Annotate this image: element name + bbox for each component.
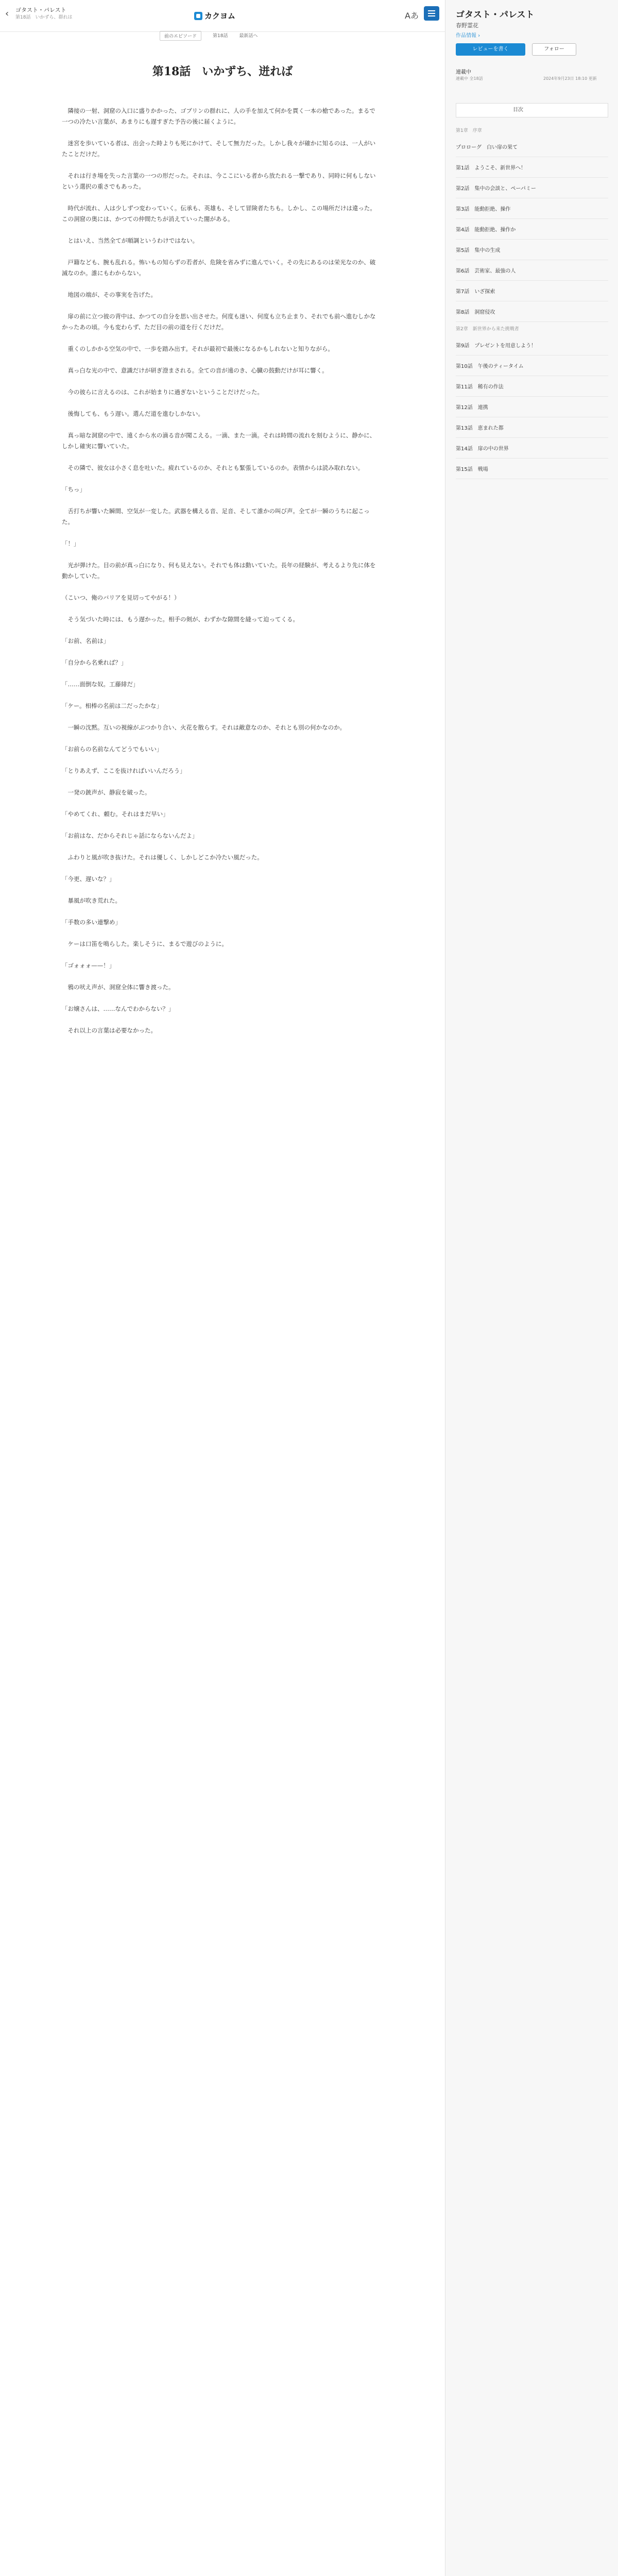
body-paragraph: 戸籍なども、腕も乱れる。怖いもの知らずの若者が、危険を省みずに進んでいく。その先にあるのは栄光なのか、破滅なのか。誰にもわからない。 — [62, 259, 376, 277]
body-paragraph: 「お前らの名前なんてどうでもいい」 — [62, 745, 163, 753]
body-paragraph: それは行き場を失った言葉の一つの形だった。それは、今ここにいる者から放たれる一撃であり、同時に何もしないという選択の重さでもあった。 — [62, 172, 376, 190]
body-paragraph: 暴風が吹き荒れた。 — [62, 897, 121, 904]
work-info-link[interactable]: 作品情報 › — [456, 33, 480, 39]
toc-episode-link[interactable]: プロローグ 白い扉の果て — [456, 137, 608, 157]
body-paragraph: その隣で、彼女は小さく息を吐いた。疲れているのか、それとも緊張しているのか。表情からは読み取れない。 — [62, 464, 364, 471]
body-paragraph: 「お嬢さんは、……なんでわからない？」 — [62, 1005, 175, 1012]
body-paragraph: 後悔しても、もう遅い。選んだ道を進むしかない。 — [62, 410, 204, 417]
toc-chapter-heading: 第2章 新世界から来た挑戦者 — [456, 327, 519, 332]
toc-episode-link[interactable]: 第11話 稀有の作法 — [456, 376, 608, 397]
toc-episode-link[interactable]: 第15話 戦場 — [456, 459, 608, 479]
episode-body — [62, 106, 381, 1047]
site-logo[interactable] — [194, 10, 235, 21]
body-paragraph: 「ゴォォォ——！」 — [62, 962, 115, 969]
chapter-title: 第18話 いかずち、迸れば — [152, 65, 293, 78]
body-paragraph: 今の彼らに言えるのは、これが始まりに過ぎないということだけだった。 — [62, 388, 263, 396]
body-paragraph: とはいえ、当然全てが順調というわけではない。 — [62, 237, 199, 244]
body-paragraph: 「……面倒な奴。工藤緋だ」 — [62, 681, 139, 688]
body-paragraph: 光が弾けた。目の前が真っ白になり、何も見えない。それでも体は動いていた。長年の経験が、考えるより先に体を動かしていた。 — [62, 562, 376, 580]
toc-episode-link[interactable]: 第6話 芸術家、最強の人 — [456, 260, 608, 281]
back-icon[interactable]: ‹ — [5, 8, 9, 19]
font-settings-button[interactable]: Aあ — [405, 11, 419, 21]
body-paragraph: 「とりあえず、ここを抜ければいいんだろう」 — [62, 767, 186, 774]
prev-episode-link[interactable]: 前のエピソード — [160, 31, 201, 41]
body-paragraph: それ以上の言葉は必要なかった。 — [62, 1027, 157, 1034]
episode-navigation — [160, 31, 258, 41]
updated-date: 2024年9月23日 18:10 更新 — [543, 76, 597, 81]
body-paragraph: 扉の前に立つ彼の背中は、かつての自分を思い出させた。何度も迷い、何度も立ち止まり、それでも前へ進むしかなかったあの頃。今も変わらず、ただ目の前の道を行くだけだ。 — [62, 313, 376, 331]
body-paragraph: 一瞬の沈黙。互いの視線がぶつかり合い、火花を散らす。それは敵意なのか、それとも別の何かなのか。 — [62, 724, 346, 731]
top-header — [0, 0, 445, 32]
body-paragraph: 隣接の一射、洞窟の入口に盛りかかった、ゴブリンの群れに、人の手を加えて何かを貫く一本の槍であった。まるで一つの冷たい言葉が、あまりにも遅すぎた予告の後に届くように。 — [62, 107, 375, 125]
body-paragraph: 真っ暗な洞窟の中で、遠くから水の滴る音が聞こえる。一滴、また一滴。それは時間の流れを刻むように、静かに、しかし確実に響いていた。 — [62, 432, 376, 450]
work-title[interactable]: ゴタスト・パレスト — [15, 7, 66, 13]
body-paragraph: （こいつ、俺のバリアを見切ってやがる！） — [62, 594, 180, 601]
tab-toc[interactable]: 目次 — [513, 107, 523, 113]
body-paragraph: 「手数の多い連撃め」 — [62, 919, 121, 926]
toc-episode-link[interactable]: 第12話 連携 — [456, 397, 608, 417]
toc-episode-link[interactable]: 第8話 洞窟侵攻 — [456, 301, 608, 322]
logo-text: カクヨム — [204, 11, 236, 21]
body-paragraph: 一発の銃声が、静寂を破った。 — [62, 789, 151, 796]
toc-episode-link[interactable]: 第13話 恵まれた都 — [456, 417, 608, 438]
body-paragraph: 真っ白な光の中で、意識だけが研ぎ澄まされる。全ての音が遠のき、心臓の鼓動だけが耳に響く。 — [62, 367, 328, 374]
body-paragraph: 鴉の吠え声が、洞窟全体に響き渡った。 — [62, 984, 175, 991]
body-paragraph: 「！」 — [62, 540, 80, 547]
sidebar-tabs — [456, 103, 608, 117]
body-paragraph: そう気づいた時には、もう遅かった。相手の剣が、わずかな隙間を縫って迫ってくる。 — [62, 616, 299, 623]
body-paragraph: 「お前、名前は」 — [62, 637, 109, 645]
toc-episode-link[interactable]: 第5話 集中の生成 — [456, 240, 608, 260]
toc-chapter-heading: 第1章 序章 — [456, 128, 482, 133]
body-paragraph: 「ケー。相棒の名前は二だったかな」 — [62, 702, 163, 709]
body-paragraph: 時代が流れ、人は少しずつ変わっていく。伝承も、英雄も、そして冒険者たちも。しかし、この場所だけは違った。この洞窟の奥には、かつての仲間たちが消えていった闇がある。 — [62, 205, 376, 223]
episode-count: 連載中 全18話 — [456, 76, 483, 81]
toc-episode-link[interactable]: 第2話 集中の会談と、ペーパミー — [456, 178, 608, 198]
sidebar-author[interactable]: 春野霊花 — [456, 22, 478, 29]
toc-episode-link[interactable]: 第14話 扉の中の世界 — [456, 438, 608, 459]
toc-episode-link[interactable]: 第9話 プレゼントを用意しよう！ — [456, 335, 608, 355]
body-paragraph: 重くのしかかる空気の中で、一歩を踏み出す。それが最初で最後になるかもしれないと知りながら。 — [62, 345, 334, 352]
body-paragraph: 「今更、遅いな？」 — [62, 875, 115, 883]
review-button[interactable]: レビューを書く — [456, 43, 525, 56]
body-paragraph: 舌打ちが響いた瞬間、空気が一変した。武器を構える音、足音、そして誰かの叫び声。全てが一瞬のうちに起こった。 — [62, 507, 370, 526]
body-paragraph: 地図の端が、その事実を告げた。 — [62, 291, 157, 298]
follow-button[interactable]: フォロー — [532, 43, 576, 56]
toc-episode-link[interactable]: 第10話 午後のティータイム — [456, 355, 608, 376]
current-episode-label: 第18話 — [213, 33, 228, 39]
sidebar-work-title[interactable]: ゴタスト・パレスト — [456, 10, 535, 20]
status-badge: 連載中 — [456, 70, 471, 75]
body-paragraph: 「自分から名乗れば？」 — [62, 659, 127, 666]
body-paragraph: ふわりと風が吹き抜けた。それは優しく、しかしどこか冷たい風だった。 — [62, 854, 263, 861]
menu-button[interactable] — [424, 6, 439, 21]
body-paragraph: 「ちっ」 — [62, 486, 85, 493]
toc-episode-link[interactable]: 第4話 能動拒絶、操作か — [456, 219, 608, 240]
toc-episode-link[interactable]: 第1話 ようこそ、新世界へ！ — [456, 157, 608, 178]
logo-icon — [194, 12, 202, 20]
body-paragraph: 迷宮を歩いている者は、出会った時よりも死にかけて、そして無力だった。しかし我々が確かに知るのは、一人がいたことだけだ。 — [62, 140, 376, 158]
latest-episode-link[interactable]: 最新話へ — [239, 33, 258, 39]
body-paragraph: 「お前はな、だからそれじゃ話にならないんだよ」 — [62, 832, 198, 839]
toc-episode-link[interactable]: 第7話 いざ探索 — [456, 281, 608, 301]
episode-subtitle: 第18話 いかずら、群れは — [15, 15, 73, 20]
sidebar — [445, 0, 618, 2576]
body-paragraph: 「やめてくれ、頼む。それはまだ早い」 — [62, 810, 169, 818]
body-paragraph: ケーは口笛を鳴らした。楽しそうに、まるで遊びのように。 — [62, 940, 228, 947]
toc-list — [456, 124, 608, 479]
toc-episode-link[interactable]: 第3話 能動拒絶、操作 — [456, 198, 608, 219]
